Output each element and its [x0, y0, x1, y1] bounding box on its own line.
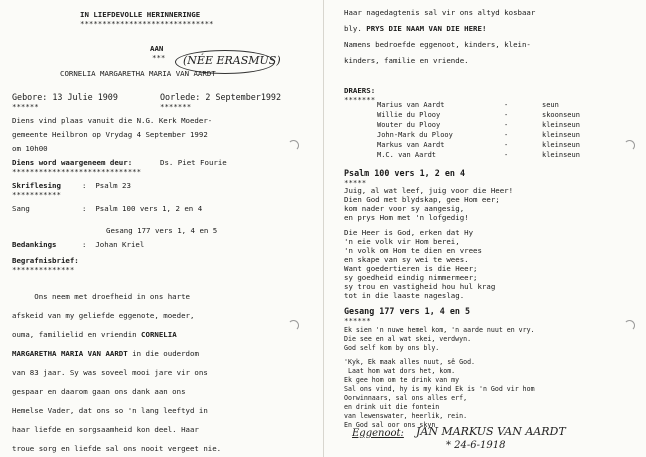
letter-line: troue sorg en liefde sal ons nooit vergeet nie.: [12, 444, 222, 453]
psalm-line: Juig, al wat leef, juig voor die Heer!: [344, 186, 514, 195]
psalm-line: 'n eie volk vir Hom berei,: [344, 237, 460, 246]
gesang-line: Ek gee hom om te drink van my: [344, 376, 460, 384]
draer-dash: -: [504, 131, 509, 139]
oorlede-stars: *******: [160, 102, 192, 111]
gesang-line: en drink uit die fontein: [344, 403, 440, 411]
punch-hole-icon: [288, 140, 299, 151]
dominee: Ds. Piet Fourie: [160, 158, 227, 167]
intro-line: kinders, familie en vriende.: [344, 56, 469, 65]
oorlede: Oorlede: 2 September1992: [160, 92, 282, 102]
right-page: [323, 0, 646, 457]
gesang-line: Ek sien 'n nuwe hemel kom, 'n aarde nuut en vry.: [344, 326, 535, 334]
sang-label: Sang: [12, 204, 30, 213]
draer-role: kleinseun: [542, 121, 580, 129]
psalm-line: en skape van sy wei te wees.: [344, 255, 469, 264]
diens-stars: *****************************: [12, 167, 142, 176]
psalm-stars: *****: [344, 178, 367, 187]
gesang-line: 'Kyk, Ek maak alles nuut, sê God.: [344, 358, 476, 366]
handwritten-name: JAN MARKUS VAN AARDT: [416, 425, 566, 438]
psalm-line: tot in die laaste nageslag.: [344, 291, 465, 300]
letter-line: ouma, familielid en vriendin CORNELIA: [12, 330, 177, 339]
draer-name: John-Mark du Plooy: [377, 131, 453, 139]
diens-line: om 10h00: [12, 144, 48, 153]
draer-name: Wouter du Plooy: [377, 121, 441, 129]
psalm-line: kom nader voor sy aangesig,: [344, 204, 465, 213]
draer-dash: -: [504, 111, 509, 119]
diens-line: gemeente Heilbron op Vrydag 4 September 1992: [12, 130, 208, 139]
letter-line: gespaar en daarom gaan ons dank aan ons: [12, 387, 186, 396]
intro-line: Haar nagedagtenis sal vir ons altyd kosbaar: [344, 8, 536, 17]
draer-dash: -: [504, 141, 509, 149]
gesang-line: Laat hom wat dors het, kom.: [344, 367, 456, 375]
begrafnisbrief-label: Begrafnisbrief:: [12, 256, 79, 265]
gesang-title: Gesang 177 vers 1, 4 en 5: [344, 306, 471, 316]
draer-name: Willie du Plooy: [377, 111, 441, 119]
handwritten-nee: (NÉE ERASMUS): [183, 54, 281, 67]
letter-line: Hemelse Vader, dat ons so 'n lang leeftyd in: [12, 406, 208, 415]
diens-waargeneem: Diens word waargeneem deur:: [12, 158, 133, 167]
intro-line: Namens bedroefde eggenoot, kinders, klein-: [344, 40, 531, 49]
gesang-line: Oorwinnaars, sal ons alles erf,: [344, 394, 468, 402]
sang-value: : Psalm 100 vers 1, 2 en 4: [82, 204, 203, 213]
gesang-line: van lewenswater, heerlik, rein.: [344, 412, 468, 420]
letter-line: van 83 jaar. Sy was soveel mooi jare vir ons: [12, 368, 208, 377]
draer-dash: -: [504, 151, 509, 159]
gesang-line: Die see en al wat skei, verdwyn.: [344, 335, 472, 343]
gesang-stars: ******: [344, 316, 371, 325]
letter-line: haar liefde en sorgsaamheid kon deel. Haar: [12, 425, 199, 434]
gesang-line: En God sal oor ons skyn: [344, 421, 436, 429]
diens-line: Diens vind plaas vanuit die N.G. Kerk Moeder-: [12, 116, 213, 125]
gesang-line: God self kom by ons bly.: [344, 344, 440, 352]
punch-hole-icon: [624, 320, 635, 331]
draer-role: kleinseun: [542, 141, 580, 149]
draers-label: DRAERS:: [344, 86, 376, 95]
gebore: Gebore: 13 Julie 1909: [12, 92, 118, 102]
psalm-line: Want goedertieren is die Heer;: [344, 264, 478, 273]
punch-hole-icon: [624, 140, 635, 151]
gesang-line: Sal ons vind, hy is my kind Ek is 'n God vir hom: [344, 385, 535, 393]
begrafnisbrief-stars: **************: [12, 265, 75, 274]
psalm-line: Die Heer is God, erken dat Hy: [344, 228, 474, 237]
draer-role: kleinseun: [542, 131, 580, 139]
psalm-line: sy trou en vastigheid hou hul krag: [344, 282, 496, 291]
aan-stars: ***: [152, 53, 166, 62]
handwritten-date: * 24-6-1918: [446, 440, 506, 451]
handwritten-eggenoot: Eggenoot:: [352, 428, 404, 439]
psalm-title: Psalm 100 vers 1, 2 en 4: [344, 168, 466, 178]
psalm-line: 'n volk om Hom te dien en vrees: [344, 246, 482, 255]
aan-label: AAN: [150, 44, 164, 53]
draer-name: Markus van Aardt: [377, 141, 445, 149]
draer-name: M.C. van Aardt: [377, 151, 437, 159]
heading-stars: ******************************: [80, 19, 214, 28]
intro-line: bly. PRYS DIE NAAM VAN DIE HERE!: [344, 24, 487, 33]
gebore-stars: ******: [12, 102, 39, 111]
letter-line: MARGARETHA MARIA VAN AARDT in die ouderdom: [12, 349, 199, 358]
letter-line: afskeid van my geliefde eggenote, moeder,: [12, 311, 195, 320]
draer-name: Marius van Aardt: [377, 101, 445, 109]
draer-role: kleinseun: [542, 151, 580, 159]
psalm-line: en prys Hom met 'n lofgedig!: [344, 213, 469, 222]
skriflesing-value: : Psalm 23: [82, 181, 131, 190]
deceased-name: CORNELIA MARGARETHA MARIA VAN AARDT: [60, 69, 216, 78]
punch-hole-icon: [288, 320, 299, 331]
skriflesing-label: Skriflesing: [12, 181, 61, 190]
gesang: Gesang 177 vers 1, 4 en 5: [106, 226, 218, 235]
draer-role: skoonseun: [542, 111, 580, 119]
bedankings-label: Bedankings: [12, 240, 57, 249]
draer-dash: -: [504, 101, 509, 109]
bedankings-value: : Johan Kriel: [82, 240, 145, 249]
draer-dash: -: [504, 121, 509, 129]
draers-stars: *******: [344, 95, 376, 104]
draer-role: seun: [542, 101, 559, 109]
heading: IN LIEFDEVOLLE HERINNERINGE: [80, 10, 201, 19]
psalm-line: sy goedheid eindig nimmermeer;: [344, 273, 478, 282]
letter-line: Ons neem met droefheid in ons harte: [12, 292, 190, 301]
psalm-line: Dien God met blydskap, gee Hom eer;: [344, 195, 500, 204]
skriflesing-stars: ***********: [12, 190, 61, 199]
